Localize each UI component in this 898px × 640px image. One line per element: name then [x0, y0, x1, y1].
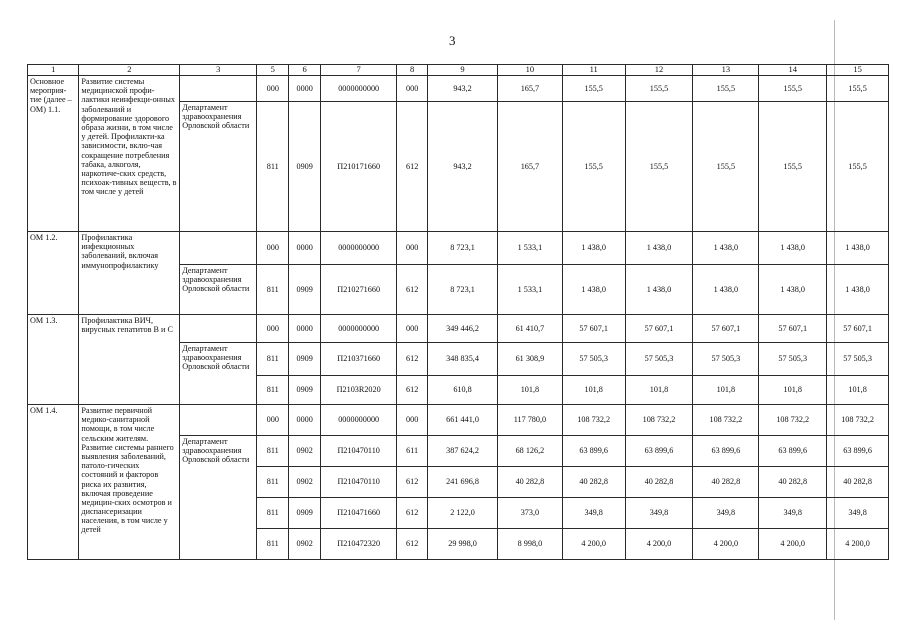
value-cell: 4 200,0 [759, 529, 827, 560]
budget-table [27, 64, 889, 560]
value-cell: П210470110 [321, 436, 397, 467]
value-cell: 155,5 [693, 102, 759, 232]
value-cell: 0902 [289, 436, 321, 467]
value-cell: П210371660 [321, 343, 397, 376]
value-cell: 1 438,0 [693, 265, 759, 315]
value-cell: П210271660 [321, 265, 397, 315]
value-cell: 000 [257, 315, 289, 343]
value-cell: П2103R2020 [321, 376, 397, 405]
header-row [28, 65, 889, 76]
value-cell: 8 998,0 [498, 529, 563, 560]
value-cell: 155,5 [562, 76, 625, 102]
value-cell: 0909 [289, 376, 321, 405]
value-cell: 57 505,3 [827, 343, 889, 376]
header-cell: 8 [397, 65, 428, 76]
executor-department: Департамент здравоохранения Орловской области [180, 265, 257, 315]
activity-code: ОМ 1.3. [28, 315, 79, 405]
value-cell: 40 282,8 [498, 467, 563, 498]
header-cell: 6 [289, 65, 321, 76]
page-number: 3 [449, 33, 456, 48]
header-cell: 2 [79, 65, 180, 76]
value-cell: 0000000000 [321, 76, 397, 102]
value-cell: 387 624,2 [428, 436, 498, 467]
value-cell: 1 438,0 [562, 232, 625, 265]
value-cell: 63 899,6 [625, 436, 693, 467]
value-cell: 349,8 [625, 498, 693, 529]
value-cell: 0902 [289, 529, 321, 560]
value-cell: 155,5 [759, 76, 827, 102]
header-cell: 14 [759, 65, 827, 76]
value-cell: 612 [397, 102, 428, 232]
value-cell: 63 899,6 [827, 436, 889, 467]
value-cell: 155,5 [693, 76, 759, 102]
value-cell: 811 [257, 265, 289, 315]
value-cell: П210471660 [321, 498, 397, 529]
value-cell: 8 723,1 [428, 232, 498, 265]
value-cell: 63 899,6 [693, 436, 759, 467]
header-cell: 15 [827, 65, 889, 76]
value-cell: 1 438,0 [693, 232, 759, 265]
value-cell: 1 438,0 [759, 232, 827, 265]
header-cell: 13 [693, 65, 759, 76]
value-cell: 101,8 [693, 376, 759, 405]
value-cell: 612 [397, 529, 428, 560]
value-cell: 0000 [289, 315, 321, 343]
value-cell: 2 122,0 [428, 498, 498, 529]
header-cell: 3 [180, 65, 257, 76]
value-cell: 108 732,2 [625, 405, 693, 436]
value-cell: 0909 [289, 102, 321, 232]
value-cell: 661 441,0 [428, 405, 498, 436]
value-cell: 155,5 [625, 102, 693, 232]
activity-name: Профилактика ВИЧ, вирусных гепатитов В и С [79, 315, 180, 405]
value-cell: 943,2 [428, 102, 498, 232]
table-row [28, 232, 889, 265]
value-cell: 1 438,0 [827, 265, 889, 315]
value-cell: 1 533,1 [498, 232, 563, 265]
value-cell: 57 607,1 [625, 315, 693, 343]
value-cell: 0000000000 [321, 315, 397, 343]
value-cell: 612 [397, 467, 428, 498]
header-cell: 12 [625, 65, 693, 76]
value-cell: 000 [257, 76, 289, 102]
value-cell: 1 438,0 [759, 265, 827, 315]
value-cell: 57 505,3 [759, 343, 827, 376]
value-cell: 108 732,2 [693, 405, 759, 436]
value-cell: 155,5 [562, 102, 625, 232]
header-cell: 10 [498, 65, 563, 76]
value-cell: 0909 [289, 343, 321, 376]
value-cell: 8 723,1 [428, 265, 498, 315]
value-cell: 101,8 [759, 376, 827, 405]
value-cell: 40 282,8 [693, 467, 759, 498]
executor-cell-empty [180, 405, 257, 436]
value-cell: 000 [397, 232, 428, 265]
header-cell: 1 [28, 65, 79, 76]
value-cell: 0000 [289, 232, 321, 265]
value-cell: 108 732,2 [827, 405, 889, 436]
value-cell: 000 [257, 232, 289, 265]
value-cell: П210472320 [321, 529, 397, 560]
value-cell: 101,8 [562, 376, 625, 405]
value-cell: 349,8 [693, 498, 759, 529]
value-cell: 811 [257, 376, 289, 405]
value-cell: 612 [397, 265, 428, 315]
table-row [28, 315, 889, 343]
value-cell: 108 732,2 [759, 405, 827, 436]
value-cell: 40 282,8 [562, 467, 625, 498]
activity-name: Развитие системы медицинской профи-лактики неинфекци-онных заболеваний и формирование здорового образа жизни, в том числе у детей. Профилакти-ка зависимости, вклю-чая сокращение потребления табака, алкоголя, наркотиче-ских средств, психоак-тивных веществ, в том числе у детей [79, 76, 180, 232]
value-cell: 165,7 [498, 76, 563, 102]
value-cell: 4 200,0 [562, 529, 625, 560]
table-row [28, 76, 889, 102]
value-cell: 57 505,3 [625, 343, 693, 376]
value-cell: П210470110 [321, 467, 397, 498]
header-cell: 9 [428, 65, 498, 76]
value-cell: 4 200,0 [693, 529, 759, 560]
value-cell: 0909 [289, 498, 321, 529]
value-cell: 373,0 [498, 498, 563, 529]
value-cell: 155,5 [827, 102, 889, 232]
value-cell: 811 [257, 102, 289, 232]
value-cell: 57 607,1 [759, 315, 827, 343]
value-cell: П210171660 [321, 102, 397, 232]
value-cell: 117 780,0 [498, 405, 563, 436]
executor-department: Департамент здравоохранения Орловской области [180, 343, 257, 405]
value-cell: 000 [397, 315, 428, 343]
value-cell: 57 505,3 [693, 343, 759, 376]
value-cell: 57 505,3 [562, 343, 625, 376]
executor-department: Департамент здравоохранения Орловской области [180, 436, 257, 560]
activity-code: Основное мероприя-тие (далее – ОМ) 1.1. [28, 76, 79, 232]
value-cell: 348 835,4 [428, 343, 498, 376]
value-cell: 0909 [289, 265, 321, 315]
activity-name: Профилактика инфекционных заболеваний, включая иммунопрофилактику [79, 232, 180, 315]
header-cell: 11 [562, 65, 625, 76]
value-cell: 68 126,2 [498, 436, 563, 467]
value-cell: 155,5 [625, 76, 693, 102]
value-cell: 57 607,1 [827, 315, 889, 343]
value-cell: 612 [397, 498, 428, 529]
value-cell: 63 899,6 [759, 436, 827, 467]
executor-cell-empty [180, 315, 257, 343]
value-cell: 1 438,0 [827, 232, 889, 265]
value-cell: 611 [397, 436, 428, 467]
value-cell: 811 [257, 529, 289, 560]
value-cell: 101,8 [498, 376, 563, 405]
value-cell: 1 438,0 [625, 265, 693, 315]
value-cell: 1 438,0 [625, 232, 693, 265]
value-cell: 811 [257, 343, 289, 376]
value-cell: 40 282,8 [827, 467, 889, 498]
executor-cell-empty [180, 232, 257, 265]
value-cell: 000 [257, 405, 289, 436]
value-cell: 349,8 [827, 498, 889, 529]
value-cell: 4 200,0 [625, 529, 693, 560]
activity-code: ОМ 1.2. [28, 232, 79, 315]
value-cell: 610,8 [428, 376, 498, 405]
value-cell: 811 [257, 467, 289, 498]
value-cell: 349 446,2 [428, 315, 498, 343]
value-cell: 943,2 [428, 76, 498, 102]
value-cell: 0902 [289, 467, 321, 498]
value-cell: 155,5 [759, 102, 827, 232]
value-cell: 612 [397, 343, 428, 376]
value-cell: 0000000000 [321, 232, 397, 265]
executor-cell-empty [180, 76, 257, 102]
value-cell: 57 607,1 [562, 315, 625, 343]
value-cell: 349,8 [759, 498, 827, 529]
activity-name: Развитие первичной медико-санитарной помощи, в том числе сельским жителям. Развитие системы раннего выявления заболеваний, патоло-гических состояний и факторов риска их развития, включая проведение медицин-ских осмотров и диспансеризации населения, в том числе у детей [79, 405, 180, 560]
header-cell: 7 [321, 65, 397, 76]
table-row [28, 405, 889, 436]
value-cell: 349,8 [562, 498, 625, 529]
value-cell: 0000 [289, 76, 321, 102]
value-cell: 1 438,0 [562, 265, 625, 315]
value-cell: 1 533,1 [498, 265, 563, 315]
value-cell: 165,7 [498, 102, 563, 232]
value-cell: 000 [397, 405, 428, 436]
value-cell: 57 607,1 [693, 315, 759, 343]
value-cell: 29 998,0 [428, 529, 498, 560]
value-cell: 61 308,9 [498, 343, 563, 376]
header-cell: 5 [257, 65, 289, 76]
value-cell: 241 696,8 [428, 467, 498, 498]
value-cell: 40 282,8 [625, 467, 693, 498]
value-cell: 101,8 [625, 376, 693, 405]
value-cell: 63 899,6 [562, 436, 625, 467]
value-cell: 0000000000 [321, 405, 397, 436]
value-cell: 811 [257, 436, 289, 467]
value-cell: 40 282,8 [759, 467, 827, 498]
executor-department: Департамент здравоохранения Орловской области [180, 102, 257, 232]
value-cell: 0000 [289, 405, 321, 436]
value-cell: 155,5 [827, 76, 889, 102]
value-cell: 811 [257, 498, 289, 529]
activity-code: ОМ 1.4. [28, 405, 79, 560]
value-cell: 101,8 [827, 376, 889, 405]
value-cell: 108 732,2 [562, 405, 625, 436]
value-cell: 4 200,0 [827, 529, 889, 560]
value-cell: 61 410,7 [498, 315, 563, 343]
value-cell: 000 [397, 76, 428, 102]
value-cell: 612 [397, 376, 428, 405]
